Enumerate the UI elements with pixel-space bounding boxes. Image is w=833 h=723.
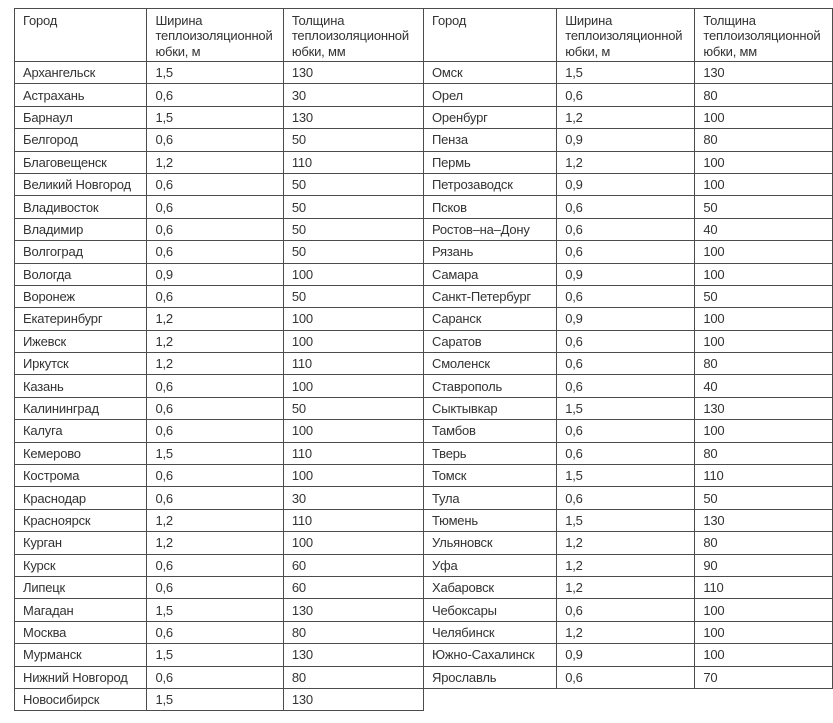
skirt-width-cell: 0,9 <box>147 263 283 285</box>
skirt-width-cell: 0,6 <box>557 666 695 688</box>
skirt-thickness-cell: 110 <box>695 576 833 598</box>
table-row <box>424 61 833 83</box>
right-table-body <box>424 61 833 688</box>
skirt-width-cell: 0,6 <box>147 621 283 643</box>
city-cell: Волгоград <box>15 241 147 263</box>
table-row <box>15 375 424 397</box>
skirt-thickness-cell: 130 <box>695 61 833 83</box>
city-cell: Тверь <box>424 442 557 464</box>
table-row <box>15 61 424 83</box>
skirt-width-cell: 0,6 <box>147 196 283 218</box>
table-row <box>15 621 424 643</box>
table-row <box>424 375 833 397</box>
table-row <box>424 129 833 151</box>
table-row <box>15 173 424 195</box>
skirt-thickness-cell: 80 <box>695 353 833 375</box>
city-cell: Мурманск <box>15 644 147 666</box>
skirt-thickness-cell: 100 <box>283 308 423 330</box>
city-cell: Краснодар <box>15 487 147 509</box>
skirt-thickness-cell: 130 <box>283 599 423 621</box>
skirt-width-cell: 0,6 <box>557 285 695 307</box>
table-row <box>424 487 833 509</box>
city-cell: Тула <box>424 487 557 509</box>
skirt-thickness-cell: 100 <box>695 621 833 643</box>
skirt-width-cell: 0,6 <box>557 330 695 352</box>
table-row <box>424 666 833 688</box>
city-cell: Псков <box>424 196 557 218</box>
table-row <box>424 151 833 173</box>
skirt-width-cell: 0,6 <box>147 218 283 240</box>
skirt-thickness-cell: 40 <box>695 218 833 240</box>
skirt-width-cell: 0,9 <box>557 644 695 666</box>
skirt-width-cell: 0,6 <box>147 129 283 151</box>
column-header-city: Город <box>424 9 557 62</box>
skirt-thickness-cell: 80 <box>695 129 833 151</box>
table-row <box>15 599 424 621</box>
table-row <box>15 644 424 666</box>
table-row <box>424 285 833 307</box>
skirt-width-cell: 1,5 <box>147 442 283 464</box>
table-row <box>15 151 424 173</box>
skirt-thickness-cell: 80 <box>695 84 833 106</box>
skirt-width-cell: 0,6 <box>147 241 283 263</box>
city-cell: Благовещенск <box>15 151 147 173</box>
table-row <box>424 330 833 352</box>
skirt-width-cell: 1,5 <box>557 509 695 531</box>
skirt-width-cell: 0,6 <box>557 375 695 397</box>
skirt-thickness-cell: 110 <box>283 509 423 531</box>
city-cell: Липецк <box>15 576 147 598</box>
table-row <box>424 173 833 195</box>
table-row <box>424 84 833 106</box>
skirt-thickness-cell: 80 <box>283 666 423 688</box>
skirt-width-cell: 1,2 <box>147 151 283 173</box>
city-cell: Казань <box>15 375 147 397</box>
table-row <box>424 644 833 666</box>
skirt-width-cell: 1,5 <box>147 106 283 128</box>
table-row <box>424 599 833 621</box>
skirt-thickness-cell: 50 <box>283 397 423 419</box>
city-cell: Красноярск <box>15 509 147 531</box>
city-cell: Ростов–на–Дону <box>424 218 557 240</box>
skirt-width-cell: 0,6 <box>147 84 283 106</box>
city-cell: Ульяновск <box>424 532 557 554</box>
table-row <box>15 576 424 598</box>
left-table-header <box>15 9 424 62</box>
column-header-skirt-width: Ширина теплоизоляционной юбки, м <box>147 9 283 62</box>
skirt-width-cell: 1,2 <box>147 330 283 352</box>
skirt-width-cell: 0,6 <box>147 285 283 307</box>
skirt-thickness-cell: 80 <box>283 621 423 643</box>
city-cell: Сыктывкар <box>424 397 557 419</box>
city-cell: Орел <box>424 84 557 106</box>
city-cell: Тюмень <box>424 509 557 531</box>
city-cell: Уфа <box>424 554 557 576</box>
table-row <box>424 263 833 285</box>
skirt-thickness-cell: 50 <box>283 285 423 307</box>
skirt-width-cell: 0,9 <box>557 129 695 151</box>
skirt-width-cell: 0,6 <box>557 241 695 263</box>
table-row <box>424 218 833 240</box>
city-cell: Ижевск <box>15 330 147 352</box>
table-row <box>15 84 424 106</box>
table-row <box>15 263 424 285</box>
skirt-thickness-cell: 50 <box>283 241 423 263</box>
city-cell: Петрозаводск <box>424 173 557 195</box>
city-cell: Астрахань <box>15 84 147 106</box>
skirt-thickness-cell: 100 <box>695 241 833 263</box>
city-cell: Владивосток <box>15 196 147 218</box>
table-row <box>15 532 424 554</box>
city-cell: Архангельск <box>15 61 147 83</box>
table-row <box>424 576 833 598</box>
skirt-width-cell: 1,5 <box>147 599 283 621</box>
skirt-width-cell: 1,5 <box>147 644 283 666</box>
skirt-width-cell: 0,6 <box>557 599 695 621</box>
table-row <box>424 442 833 464</box>
city-cell: Саратов <box>424 330 557 352</box>
skirt-thickness-cell: 130 <box>695 397 833 419</box>
table-row <box>424 241 833 263</box>
city-cell: Калуга <box>15 420 147 442</box>
skirt-width-cell: 0,6 <box>557 442 695 464</box>
skirt-width-cell: 0,6 <box>147 576 283 598</box>
city-cell: Челябинск <box>424 621 557 643</box>
skirt-thickness-cell: 130 <box>283 688 423 710</box>
table-row <box>424 106 833 128</box>
skirt-thickness-cell: 50 <box>283 129 423 151</box>
skirt-thickness-cell: 50 <box>695 487 833 509</box>
skirt-thickness-cell: 90 <box>695 554 833 576</box>
city-cell: Смоленск <box>424 353 557 375</box>
skirt-width-cell: 1,5 <box>557 465 695 487</box>
city-cell: Томск <box>424 465 557 487</box>
table-row <box>15 308 424 330</box>
skirt-width-cell: 0,9 <box>557 308 695 330</box>
skirt-thickness-cell: 110 <box>283 442 423 464</box>
table-row <box>15 330 424 352</box>
city-cell: Рязань <box>424 241 557 263</box>
skirt-width-cell: 0,6 <box>147 173 283 195</box>
city-cell: Белгород <box>15 129 147 151</box>
skirt-width-cell: 0,6 <box>557 218 695 240</box>
column-header-skirt-thickness: Толщина теплоизоляционной юбки, мм <box>283 9 423 62</box>
table-row <box>15 465 424 487</box>
skirt-width-cell: 1,2 <box>147 308 283 330</box>
skirt-width-cell: 0,6 <box>557 353 695 375</box>
city-cell: Пенза <box>424 129 557 151</box>
skirt-thickness-cell: 130 <box>283 644 423 666</box>
city-cell: Хабаровск <box>424 576 557 598</box>
skirt-width-cell: 1,5 <box>147 688 283 710</box>
skirt-thickness-cell: 130 <box>283 61 423 83</box>
city-cell: Ставрополь <box>424 375 557 397</box>
skirt-thickness-cell: 80 <box>695 442 833 464</box>
skirt-width-cell: 0,6 <box>147 420 283 442</box>
table-row <box>15 666 424 688</box>
city-cell: Вологда <box>15 263 147 285</box>
skirt-thickness-cell: 30 <box>283 487 423 509</box>
skirt-thickness-cell: 50 <box>695 285 833 307</box>
city-cell: Оренбург <box>424 106 557 128</box>
skirt-thickness-cell: 60 <box>283 576 423 598</box>
table-row <box>15 241 424 263</box>
skirt-thickness-cell: 110 <box>283 353 423 375</box>
column-header-city: Город <box>15 9 147 62</box>
city-cell: Екатеринбург <box>15 308 147 330</box>
skirt-width-cell: 0,9 <box>557 173 695 195</box>
table-row <box>15 129 424 151</box>
city-cell: Кострома <box>15 465 147 487</box>
table-row <box>15 353 424 375</box>
skirt-thickness-cell: 100 <box>283 465 423 487</box>
skirt-thickness-cell: 50 <box>695 196 833 218</box>
header-row <box>424 9 833 62</box>
skirt-width-cell: 1,2 <box>557 151 695 173</box>
skirt-width-cell: 0,9 <box>557 263 695 285</box>
table-row <box>15 420 424 442</box>
skirt-thickness-cell: 100 <box>695 106 833 128</box>
skirt-width-cell: 1,2 <box>147 353 283 375</box>
table-row <box>15 196 424 218</box>
skirt-width-cell: 0,6 <box>557 84 695 106</box>
city-cell: Омск <box>424 61 557 83</box>
skirt-width-cell: 0,6 <box>557 487 695 509</box>
skirt-thickness-cell: 100 <box>695 420 833 442</box>
column-header-skirt-thickness: Толщина теплоизоляционной юбки, мм <box>695 9 833 62</box>
city-cell: Самара <box>424 263 557 285</box>
skirt-thickness-cell: 50 <box>283 218 423 240</box>
city-cell: Курск <box>15 554 147 576</box>
skirt-width-cell: 1,5 <box>147 61 283 83</box>
skirt-thickness-cell: 80 <box>695 532 833 554</box>
table-row <box>15 688 424 710</box>
skirt-thickness-cell: 100 <box>695 308 833 330</box>
skirt-thickness-cell: 100 <box>283 263 423 285</box>
city-cell: Санкт-Петербург <box>424 285 557 307</box>
skirt-width-cell: 0,6 <box>147 375 283 397</box>
city-cell: Саранск <box>424 308 557 330</box>
skirt-width-cell: 0,6 <box>147 397 283 419</box>
skirt-thickness-cell: 50 <box>283 196 423 218</box>
city-cell: Магадан <box>15 599 147 621</box>
skirt-width-cell: 1,2 <box>557 621 695 643</box>
city-cell: Владимир <box>15 218 147 240</box>
skirt-thickness-cell: 130 <box>695 509 833 531</box>
skirt-width-cell: 0,6 <box>147 465 283 487</box>
skirt-thickness-cell: 100 <box>695 644 833 666</box>
skirt-thickness-cell: 100 <box>695 599 833 621</box>
right-table <box>423 8 833 689</box>
skirt-thickness-cell: 100 <box>695 330 833 352</box>
left-table <box>14 8 424 711</box>
table-row <box>424 465 833 487</box>
skirt-width-cell: 1,5 <box>557 61 695 83</box>
city-cell: Новосибирск <box>15 688 147 710</box>
city-cell: Тамбов <box>424 420 557 442</box>
skirt-width-cell: 1,2 <box>557 532 695 554</box>
table-row <box>424 621 833 643</box>
skirt-width-cell: 0,6 <box>557 420 695 442</box>
skirt-thickness-cell: 110 <box>283 151 423 173</box>
skirt-thickness-cell: 100 <box>695 263 833 285</box>
city-cell: Воронеж <box>15 285 147 307</box>
skirt-thickness-cell: 130 <box>283 106 423 128</box>
table-row <box>424 554 833 576</box>
city-cell: Москва <box>15 621 147 643</box>
skirt-width-cell: 0,6 <box>557 196 695 218</box>
table-row <box>15 106 424 128</box>
city-cell: Южно-Сахалинск <box>424 644 557 666</box>
city-cell: Великий Новгород <box>15 173 147 195</box>
table-row <box>15 509 424 531</box>
skirt-width-cell: 1,5 <box>557 397 695 419</box>
skirt-thickness-cell: 50 <box>283 173 423 195</box>
city-cell: Калининград <box>15 397 147 419</box>
skirt-width-cell: 1,2 <box>557 554 695 576</box>
skirt-thickness-cell: 60 <box>283 554 423 576</box>
city-cell: Барнаул <box>15 106 147 128</box>
skirt-width-cell: 0,6 <box>147 487 283 509</box>
left-table-body <box>15 61 424 710</box>
skirt-thickness-cell: 40 <box>695 375 833 397</box>
table-row <box>15 487 424 509</box>
city-cell: Ярославль <box>424 666 557 688</box>
skirt-thickness-cell: 100 <box>283 532 423 554</box>
skirt-width-cell: 1,2 <box>147 532 283 554</box>
table-row <box>424 308 833 330</box>
skirt-thickness-cell: 70 <box>695 666 833 688</box>
right-table-header <box>424 9 833 62</box>
table-row <box>15 285 424 307</box>
header-row <box>15 9 424 62</box>
skirt-width-cell: 0,6 <box>147 554 283 576</box>
city-cell: Курган <box>15 532 147 554</box>
table-row <box>424 509 833 531</box>
table-row <box>424 420 833 442</box>
skirt-thickness-cell: 100 <box>283 420 423 442</box>
table-row <box>424 353 833 375</box>
skirt-width-cell: 1,2 <box>557 576 695 598</box>
skirt-thickness-cell: 30 <box>283 84 423 106</box>
skirt-width-cell: 1,2 <box>557 106 695 128</box>
skirt-width-cell: 0,6 <box>147 666 283 688</box>
column-header-skirt-width: Ширина теплоизоляционной юбки, м <box>557 9 695 62</box>
table-row <box>424 532 833 554</box>
city-cell: Пермь <box>424 151 557 173</box>
city-cell: Чебоксары <box>424 599 557 621</box>
skirt-thickness-cell: 100 <box>695 151 833 173</box>
city-cell: Кемерово <box>15 442 147 464</box>
table-row <box>15 397 424 419</box>
skirt-thickness-cell: 100 <box>283 330 423 352</box>
city-cell: Нижний Новгород <box>15 666 147 688</box>
table-row <box>15 554 424 576</box>
skirt-thickness-cell: 100 <box>695 173 833 195</box>
skirt-width-cell: 1,2 <box>147 509 283 531</box>
table-row <box>15 218 424 240</box>
city-cell: Иркутск <box>15 353 147 375</box>
table-row <box>424 196 833 218</box>
table-row <box>15 442 424 464</box>
skirt-thickness-cell: 110 <box>695 465 833 487</box>
skirt-thickness-cell: 100 <box>283 375 423 397</box>
table-row <box>424 397 833 419</box>
